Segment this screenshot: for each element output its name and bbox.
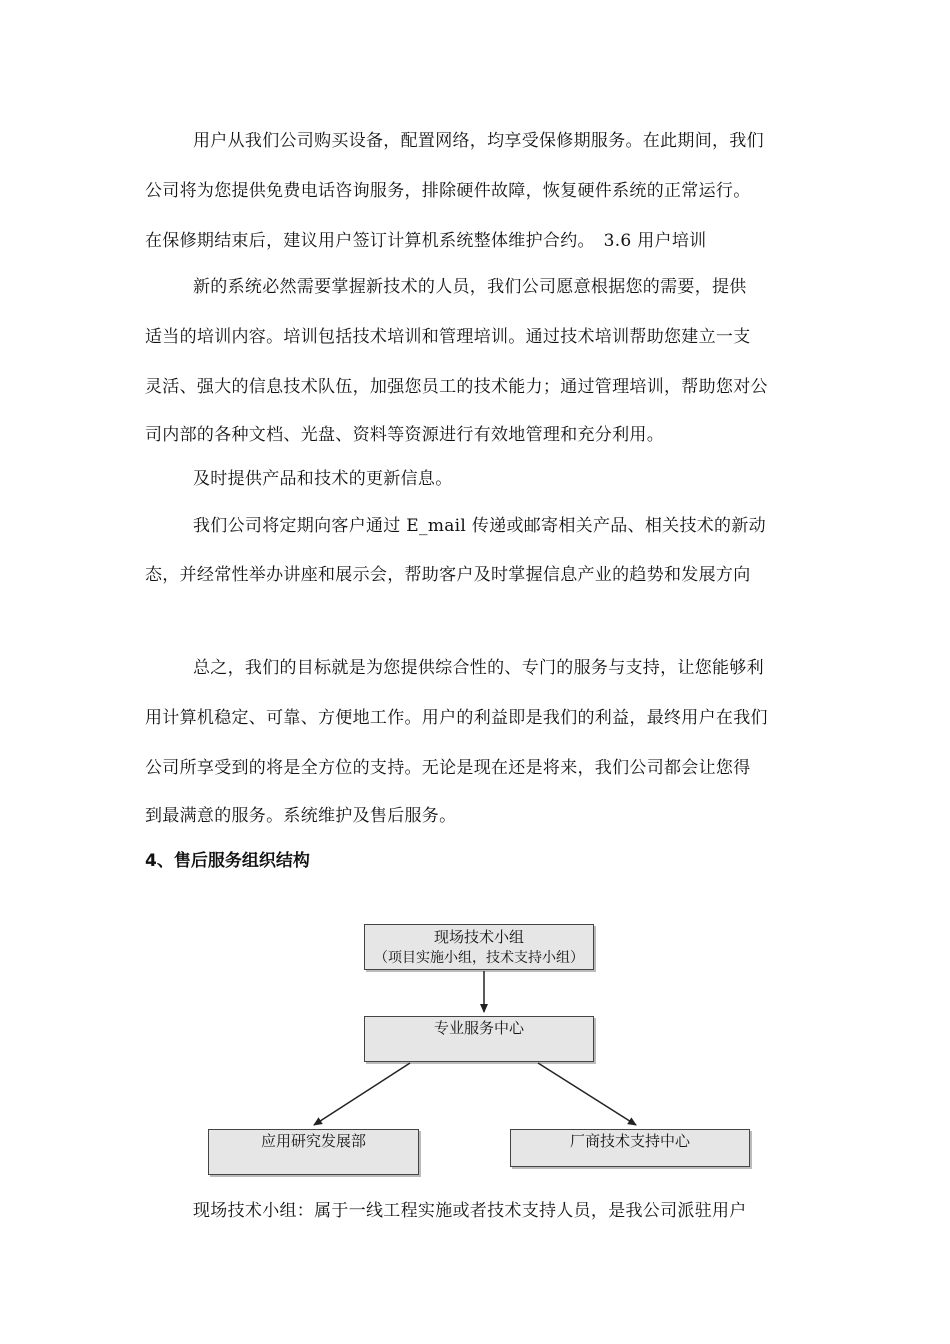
paragraph-line: 灵活、强大的信息技术队伍，加强您员工的技术能力；通过管理培训，帮助您对公 — [145, 377, 768, 397]
paragraph-line: 我们公司将定期向客户通过 E_mail 传递或邮寄相关产品、相关技术的新动 — [193, 516, 766, 536]
paragraph-line: 适当的培训内容。培训包括技术培训和管理培训。通过技术培训帮助您建立一支 — [145, 327, 751, 347]
paragraph-line: 在保修期结束后，建议用户签订计算机系统整体维护合约。 3.6 用户培训 — [145, 231, 707, 251]
paragraph-line: 公司所享受到的将是全方位的支持。无论是现在还是将来，我们公司都会让您得 — [145, 758, 751, 778]
paragraph-line: 到最满意的服务。系统维护及售后服务。 — [145, 806, 457, 826]
paragraph-line: 公司将为您提供免费电话咨询服务，排除硬件故障，恢复硬件系统的正常运行。 — [145, 181, 751, 201]
org-box-onsite-subtitle: （项目实施小组，技术支持小组） — [374, 950, 584, 966]
paragraph-line: 司内部的各种文档、光盘、资料等资源进行有效地管理和充分利用。 — [145, 425, 664, 445]
org-box-vendor-support-label: 厂商技术支持中心 — [569, 1132, 690, 1150]
arrow-middle-to-left — [314, 1063, 410, 1125]
paragraph-line: 用计算机稳定、可靠、方便地工作。用户的利益即是我们的利益，最终用户在我们 — [145, 708, 768, 728]
arrow-middle-to-right — [538, 1063, 636, 1125]
paragraph-line: 总之，我们的目标就是为您提供综合性的、专门的服务与支持，让您能够利 — [193, 658, 764, 678]
paragraph-line: 用户从我们公司购买设备，配置网络，均享受保修期服务。在此期间，我们 — [193, 131, 764, 151]
section-heading: 4、售后服务组织结构 — [145, 851, 310, 871]
paragraph-line: 现场技术小组：属于一线工程实施或者技术支持人员，是我公司派驻用户 — [193, 1201, 747, 1221]
paragraph-line: 新的系统必然需要掌握新技术的人员，我们公司愿意根据您的需要，提供 — [193, 277, 747, 297]
paragraph-line: 及时提供产品和技术的更新信息。 — [193, 469, 453, 489]
org-box-service-center-label: 专业服务中心 — [433, 1019, 524, 1037]
org-box-rd-dept-label: 应用研究发展部 — [260, 1132, 366, 1150]
org-box-onsite-title: 现场技术小组 — [433, 928, 524, 946]
paragraph-line: 态，并经常性举办讲座和展示会，帮助客户及时掌握信息产业的趋势和发展方向 — [145, 565, 751, 585]
